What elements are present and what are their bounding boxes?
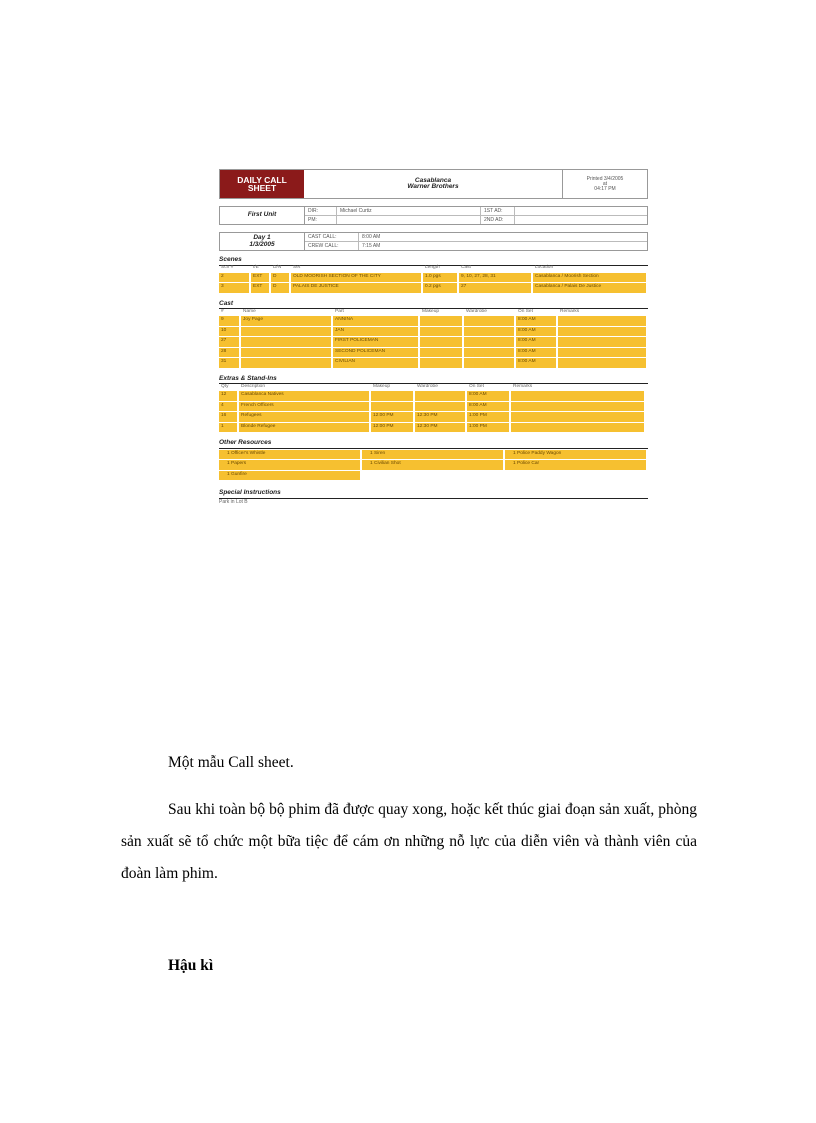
crew-call-time: 7:15 AM [358,242,647,250]
crew-call-label: CREW CALL: [308,242,339,249]
cast-cell [464,348,514,358]
cast-row [219,327,648,337]
extras-cell [415,402,465,412]
scenes-table [219,266,648,293]
cast-call-label: CAST CALL: [308,233,337,240]
cast-cell: 8:00 AM [516,337,556,347]
dir-value: Michael Curtiz [336,207,480,215]
cast-cell [420,358,462,368]
resource-item: 1 Police Car [505,460,646,470]
resource-item: 1 Civilian Shot [362,460,503,470]
cast-cell: 8:00 AM [516,358,556,368]
scenes-section-title: Scenes [219,257,648,266]
extras-cell [415,391,465,401]
cast-cell [241,337,331,347]
cast-cell: CIVILIAN [333,358,418,368]
scene-cell: 3 [219,283,249,293]
scene-header-cell: Length [425,265,440,271]
scene-cell: EXT [251,273,269,283]
scene-cell: D [271,273,289,283]
extras-cell [511,402,644,412]
unit-box [219,206,648,225]
scene-row [219,283,648,293]
extras-cell: 16 [219,412,237,422]
extras-header-cell: Description [241,383,265,389]
pm-label: PM: [308,216,317,223]
cast-cell: 28 [219,348,239,358]
cast-cell: 8:00 AM [516,316,556,326]
extras-cell: 12:30 PM [415,412,465,422]
cast-cell [420,327,462,337]
extras-row [219,391,648,401]
cast-header-cell: Remarks [560,308,580,314]
figure-caption: Một mẫu Call sheet. [168,754,294,771]
scene-cell: Casablanca / Palais De Justice [533,283,646,293]
scene-header-cell: D/N [273,265,282,271]
cast-row [219,316,648,326]
logo-line-1: DAILY CALL [237,174,287,185]
scene-cell: 9, 10, 27, 28, 31 [459,273,531,283]
cast-section-title: Cast [219,301,648,310]
scene-header-cell: Set [293,265,301,271]
cast-cell [558,327,646,337]
resource-item: 1 Officer's Whistle [219,450,360,460]
extras-section-title: Extras & Stand-Ins [219,376,648,385]
extras-cell: 12:30 PM [415,423,465,433]
scene-header-row [219,266,648,272]
cast-cell: FIRST POLICEMAN [333,337,418,347]
cast-cell [558,358,646,368]
other-resources-table [219,450,648,482]
extras-cell: 8:00 AM [467,402,509,412]
cast-cell [241,348,331,358]
call-sheet-image [219,169,648,505]
extras-cell [511,412,644,422]
cast-header-cell: Part [335,308,344,314]
call-times-grid [304,233,647,250]
scene-cell: 1.0 pgs [423,273,457,283]
film-title: Casablanca [414,176,452,184]
extras-cell: 12:00 PM [371,412,413,422]
unit-label: First Unit [247,211,277,219]
resource-item: 1 Gunfire [219,471,360,481]
cast-cell: SECOND POLICEMAN [333,348,418,358]
dir-label: DIR: [308,207,318,214]
scene-header-cell: I/E [253,265,259,271]
scene-cell: 2 [219,273,249,283]
cast-table [219,309,648,368]
cast-cell [464,316,514,326]
scene-cell: Casablanca / Moorish Section [533,273,646,283]
resource-item: 1 Papers [219,460,360,470]
cast-row [219,348,648,358]
scene-row [219,273,648,283]
logo-line-2: SHEET [247,183,277,193]
extras-row [219,412,648,422]
call-sheet-logo [220,170,304,198]
cast-row [219,358,648,368]
cast-cell: JAN [333,327,418,337]
scene-cell: 0.2 pgs [423,283,457,293]
printed-time: 04:17 PM [594,185,616,192]
resource-item: 1 Siren [362,450,503,460]
extras-header-cell: Wardrobe [417,383,438,389]
day-label [220,233,304,250]
extras-cell: Refugees [239,412,369,422]
extras-table [219,384,648,432]
production-title-block [304,170,562,198]
printed-date: Printed 3/4/2005 [586,175,624,182]
cast-cell: ANNINA [333,316,418,326]
scene-header-cell: Cast [461,265,471,271]
resource-column [219,450,360,482]
cast-header-row [219,309,648,315]
extras-cell: 12 [219,391,237,401]
extras-cell: French Officers [239,402,369,412]
cast-cell: 9 [219,316,239,326]
cast-header-cell: # [221,308,224,314]
extras-cell: 8:00 AM [467,391,509,401]
scene-cell: D [271,283,289,293]
cast-cell: 8:00 AM [516,348,556,358]
cast-cell [241,358,331,368]
extras-cell: Casablanca Natives [239,391,369,401]
extras-cell: 12:00 PM [371,423,413,433]
extras-cell: 1:00 PM [467,412,509,422]
special-instructions-title: Special Instructions [219,490,648,499]
cast-row [219,337,648,347]
extras-row [219,402,648,412]
extras-header-cell: On Set [469,383,484,389]
resource-column [505,450,646,482]
cast-header-cell: Makeup [422,308,440,314]
printed-info [562,170,647,198]
cast-header-cell: On Set [518,308,533,314]
cast-cell [558,348,646,358]
cast-cell [464,337,514,347]
cast-call-time: 8:00 AM [358,233,647,241]
printed-at: at [602,180,608,187]
1st-ad-label: 1ST AD: [480,207,514,215]
other-resources-section-title: Other Resources [219,440,648,449]
resource-column [362,450,503,482]
scene-cell: PALAIS DE JUSTICE [291,283,421,293]
cast-cell [464,358,514,368]
scene-header-cell: Scn # [221,265,234,271]
scene-cell: 27 [459,283,531,293]
extras-header-cell: Makeup [373,383,391,389]
shoot-date: 1/3/2005 [249,240,275,248]
extras-header-row [219,384,648,390]
cast-cell [558,316,646,326]
extras-cell: Blonde Refugee [239,423,369,433]
extras-row [219,423,648,433]
section-heading: Hậu kì [168,957,214,974]
resource-item: 1 Police Paddy Wagon [505,450,646,460]
cast-cell: Joy Page [241,316,331,326]
cast-cell: 31 [219,358,239,368]
extras-cell [371,402,413,412]
extras-cell [371,391,413,401]
scene-cell: EXT [251,283,269,293]
day-box [219,232,648,251]
extras-cell: 1 [219,423,237,433]
crew-grid [304,207,647,224]
cast-header-cell: Name [243,308,256,314]
cast-cell [464,327,514,337]
extras-cell [511,423,644,433]
cast-cell: 8:00 AM [516,327,556,337]
scene-header-cell: Location [535,265,554,271]
scene-cell: OLD MOORISH SECTION OF THE CITY [291,273,421,283]
extras-cell: 4 [219,402,237,412]
cast-cell [558,337,646,347]
cast-cell [420,348,462,358]
cast-cell [420,316,462,326]
cast-header-cell: Wardrobe [466,308,487,314]
2nd-ad-label: 2ND AD: [480,216,514,224]
extras-header-cell: Remarks [513,383,533,389]
studio-name: Warner Brothers [407,183,459,190]
body-paragraph: Sau khi toàn bộ bộ phim đã được quay xong, hoặc kết thúc giai đoạn sản xuất, phòng sản xuất sẽ tổ chức một bữa tiệc để cám ơn những nỗ lực của diễn viên và thành viên của đoàn làm phim. [121,801,697,882]
extras-cell: 1:00 PM [467,423,509,433]
call-sheet-header [219,169,648,199]
extras-cell [511,391,644,401]
cast-cell: 27 [219,337,239,347]
cast-cell [420,337,462,347]
cast-cell: 10 [219,327,239,337]
special-instructions-text: Park in Lot B [219,498,248,505]
day-number: Day 1 [253,234,271,241]
cast-cell [241,327,331,337]
extras-header-cell: Qty [221,383,229,389]
